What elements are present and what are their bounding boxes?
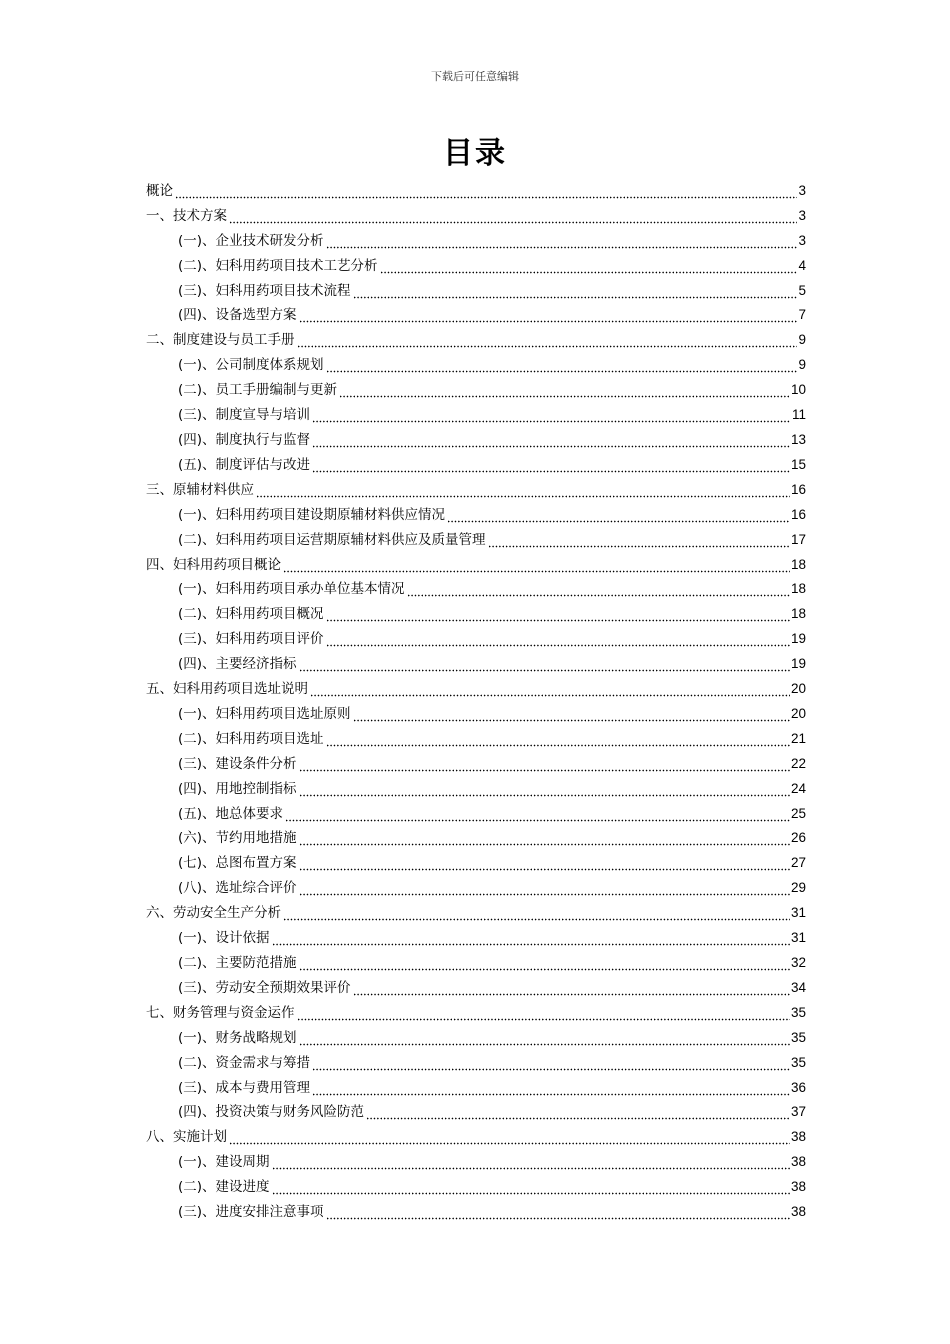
toc-entry-label: (二)、妇科用药项目选址 (178, 730, 324, 747)
toc-section-entry[interactable] (146, 847, 806, 872)
toc-section-entry[interactable] (146, 349, 806, 374)
toc-dot-leader (299, 854, 790, 872)
toc-dot-leader (353, 282, 798, 300)
toc-entry-page-number: 19 (790, 656, 806, 672)
toc-entry-page-number: 11 (791, 407, 806, 423)
toc-entry-page-number: 38 (790, 1204, 806, 1220)
toc-section-entry[interactable] (146, 698, 806, 723)
toc-chapter-entry[interactable] (146, 997, 806, 1022)
toc-entry-label: (二)、主要防范措施 (178, 955, 297, 971)
toc-dot-leader (353, 705, 790, 723)
toc-section-entry[interactable] (146, 424, 806, 449)
toc-dot-leader (447, 506, 790, 524)
toc-chapter-entry[interactable] (146, 200, 806, 225)
toc-title: 目录 (443, 136, 507, 171)
toc-dot-leader (299, 780, 790, 798)
toc-entry-label: (一)、妇科用药项目选址原则 (178, 705, 351, 722)
toc-section-entry[interactable] (146, 275, 806, 300)
toc-dot-leader (299, 655, 790, 673)
toc-section-entry[interactable] (146, 798, 806, 823)
toc-dot-leader (283, 904, 790, 922)
toc-entry-label: (三)、劳动安全预期效果评价 (178, 979, 351, 996)
toc-dot-leader (297, 1004, 790, 1022)
toc-chapter-entry[interactable] (146, 175, 806, 200)
toc-entry-label: (二)、妇科用药项目技术工艺分析 (178, 257, 378, 274)
toc-entry-label: (一)、妇科用药项目建设期原辅材料供应情况 (178, 506, 446, 523)
toc-dot-leader (229, 207, 797, 225)
toc-entry-label: (二)、建设进度 (178, 1179, 270, 1196)
toc-dot-leader (299, 1029, 790, 1047)
toc-dot-leader (326, 1203, 790, 1221)
toc-entry-page-number: 17 (790, 531, 806, 547)
toc-entry-page-number: 35 (790, 1029, 806, 1045)
toc-entry-label: 七、财务管理与资金运作 (146, 1004, 295, 1021)
toc-entry-page-number: 27 (790, 855, 806, 871)
toc-entry-page-number: 5 (798, 282, 806, 298)
toc-entry-page-number: 18 (790, 556, 806, 572)
toc-dot-leader (175, 182, 797, 200)
toc-entry-page-number: 34 (790, 979, 806, 995)
toc-entry-page-number: 3 (798, 182, 806, 198)
toc-dot-leader (299, 306, 798, 324)
toc-entry-page-number: 36 (790, 1079, 806, 1095)
toc-chapter-entry[interactable] (146, 549, 806, 574)
toc-entry-label: (四)、投资决策与财务风险防范 (178, 1104, 365, 1121)
toc-dot-leader (312, 1054, 790, 1072)
toc-section-entry[interactable] (146, 1196, 806, 1221)
toc-entry-label: (二)、员工手册编制与更新 (178, 382, 338, 399)
toc-section-entry[interactable] (146, 574, 806, 599)
toc-section-entry[interactable] (146, 922, 806, 947)
toc-entry-label: 二、制度建设与员工手册 (146, 332, 295, 349)
toc-dot-leader (326, 630, 790, 648)
toc-entry-label: (五)、地总体要求 (178, 805, 284, 822)
toc-section-entry[interactable] (146, 449, 806, 474)
toc-entry-page-number: 15 (790, 456, 806, 472)
toc-dot-leader (380, 257, 798, 275)
toc-dot-leader (407, 580, 790, 598)
toc-entry-label: (三)、制度宣导与培训 (178, 407, 311, 424)
toc-entry-page-number: 38 (790, 1129, 806, 1145)
toc-entry-page-number: 22 (790, 755, 806, 771)
toc-entry-page-number: 38 (790, 1179, 806, 1195)
toc-entry-label: (七)、总图布置方案 (178, 855, 297, 872)
toc-chapter-entry[interactable] (146, 673, 806, 698)
toc-entry-label: 三、原辅材料供应 (146, 481, 254, 498)
toc-entry-page-number: 20 (790, 681, 806, 697)
toc-entry-label: 八、实施计划 (146, 1129, 227, 1146)
toc-dot-leader (488, 531, 790, 549)
toc-entry-page-number: 9 (798, 332, 806, 348)
toc-entry-page-number: 18 (790, 581, 806, 597)
toc-dot-leader (339, 381, 790, 399)
toc-entry-label: (一)、建设周期 (178, 1154, 270, 1171)
toc-section-entry[interactable] (146, 972, 806, 997)
toc-entry-page-number: 32 (790, 955, 806, 970)
toc-entry-page-number: 10 (790, 382, 806, 398)
header-note: 下载后可任意编辑 (431, 70, 519, 83)
toc-dot-leader (312, 406, 791, 424)
toc-section-entry[interactable] (146, 1146, 806, 1171)
toc-entry-label: (一)、财务战略规划 (178, 1029, 297, 1046)
toc-entry-page-number: 25 (790, 805, 806, 821)
toc-entry-label: (四)、制度执行与监督 (178, 431, 311, 448)
toc-section-entry[interactable] (146, 623, 806, 648)
toc-entry-page-number: 19 (790, 631, 806, 647)
toc-entry-page-number: 4 (798, 257, 806, 273)
toc-section-entry[interactable] (146, 1047, 806, 1072)
toc-entry-page-number: 3 (798, 207, 806, 223)
toc-section-entry[interactable] (146, 524, 806, 549)
toc-dot-leader (272, 1153, 790, 1171)
toc-chapter-entry[interactable] (146, 1121, 806, 1146)
toc-dot-leader (299, 879, 790, 897)
toc-dot-leader (272, 929, 790, 947)
toc-entry-page-number: 21 (790, 730, 806, 746)
toc-dot-leader (326, 730, 790, 748)
toc-section-entry[interactable] (146, 225, 806, 250)
toc-section-entry[interactable] (146, 374, 806, 399)
toc-section-entry[interactable] (146, 773, 806, 798)
toc-dot-leader (366, 1103, 790, 1121)
toc-entry-page-number: 24 (790, 780, 806, 796)
toc-section-entry[interactable] (146, 723, 806, 748)
toc-dot-leader (297, 331, 798, 349)
toc-chapter-entry[interactable] (146, 897, 806, 922)
toc-section-entry[interactable] (146, 748, 806, 773)
toc-entry-label: (三)、妇科用药项目评价 (178, 631, 324, 648)
toc-dot-leader (299, 755, 790, 773)
toc-entry-page-number: 26 (790, 830, 806, 846)
toc-section-entry[interactable] (146, 947, 806, 972)
toc-entry-page-number: 31 (790, 905, 806, 921)
toc-dot-leader (312, 1079, 790, 1097)
toc-entry-page-number: 3 (798, 232, 806, 248)
toc-dot-leader (310, 680, 790, 698)
toc-section-entry[interactable] (146, 872, 806, 897)
toc-entry-page-number: 29 (790, 880, 806, 896)
toc-dot-leader (353, 979, 790, 997)
toc-section-entry[interactable] (146, 300, 806, 325)
toc-section-entry[interactable] (146, 399, 806, 424)
toc-entry-label: (三)、妇科用药项目技术流程 (178, 282, 351, 299)
toc-entry-label: (四)、用地控制指标 (178, 780, 297, 797)
toc-entry-page-number: 20 (790, 705, 806, 721)
toc-dot-leader (256, 481, 790, 499)
toc-section-entry[interactable] (146, 1097, 806, 1122)
toc-section-entry[interactable] (146, 598, 806, 623)
toc-entry-page-number: 18 (790, 606, 806, 622)
toc-entry-label: (一)、企业技术研发分析 (178, 232, 324, 249)
toc-entry-label: (二)、资金需求与筹措 (178, 1054, 311, 1071)
toc-entry-label: (三)、建设条件分析 (178, 755, 297, 772)
toc-entry-page-number: 37 (790, 1104, 806, 1120)
toc-entry-label: 六、劳动安全生产分析 (146, 905, 281, 922)
toc-entry-label: (二)、妇科用药项目运营期原辅材料供应及质量管理 (178, 531, 486, 548)
toc-entry-page-number: 13 (790, 431, 806, 447)
toc-chapter-entry[interactable] (146, 474, 806, 499)
toc-entry-label: 一、技术方案 (146, 207, 227, 224)
table-of-contents (146, 175, 806, 1221)
toc-dot-leader (326, 356, 798, 374)
toc-dot-leader (299, 954, 790, 972)
toc-entry-label: (三)、进度安排注意事项 (178, 1204, 324, 1221)
toc-section-entry[interactable] (146, 648, 806, 673)
toc-entry-page-number: 16 (790, 506, 806, 522)
toc-entry-page-number: 31 (790, 930, 806, 946)
toc-dot-leader (229, 1128, 790, 1146)
toc-entry-label: (四)、主要经济指标 (178, 656, 297, 673)
toc-entry-label: (五)、制度评估与改进 (178, 456, 311, 473)
toc-entry-label: (一)、公司制度体系规划 (178, 357, 324, 374)
toc-dot-leader (299, 829, 790, 847)
toc-entry-label: (一)、妇科用药项目承办单位基本情况 (178, 581, 405, 598)
toc-entry-page-number: 16 (790, 481, 806, 497)
toc-entry-label: (六)、节约用地措施 (178, 830, 297, 847)
toc-dot-leader (326, 605, 790, 623)
toc-entry-label: (二)、妇科用药项目概况 (178, 606, 324, 623)
toc-entry-page-number: 7 (798, 307, 806, 323)
toc-entry-label: (四)、设备选型方案 (178, 307, 297, 324)
toc-entry-label: (八)、选址综合评价 (178, 880, 297, 897)
toc-section-entry[interactable] (146, 823, 806, 848)
toc-entry-label: 五、妇科用药项目选址说明 (146, 681, 308, 698)
toc-entry-label: (一)、设计依据 (178, 930, 270, 947)
toc-entry-page-number: 38 (790, 1154, 806, 1170)
toc-entry-page-number: 35 (790, 1054, 806, 1070)
toc-dot-leader (283, 556, 790, 574)
toc-dot-leader (272, 1178, 790, 1196)
toc-dot-leader (326, 232, 798, 250)
toc-entry-page-number: 9 (798, 357, 806, 373)
toc-section-entry[interactable] (146, 250, 806, 275)
toc-entry-page-number: 35 (790, 1004, 806, 1020)
toc-section-entry[interactable] (146, 1072, 806, 1097)
toc-chapter-entry[interactable] (146, 324, 806, 349)
toc-entry-label: (三)、成本与费用管理 (178, 1079, 311, 1096)
toc-entry-label: 概论 (146, 182, 173, 199)
toc-dot-leader (312, 456, 790, 474)
toc-dot-leader (312, 431, 790, 449)
toc-section-entry[interactable] (146, 1171, 806, 1196)
toc-section-entry[interactable] (146, 499, 806, 524)
toc-entry-label: 四、妇科用药项目概论 (146, 556, 281, 573)
toc-section-entry[interactable] (146, 1022, 806, 1047)
toc-dot-leader (285, 805, 790, 823)
